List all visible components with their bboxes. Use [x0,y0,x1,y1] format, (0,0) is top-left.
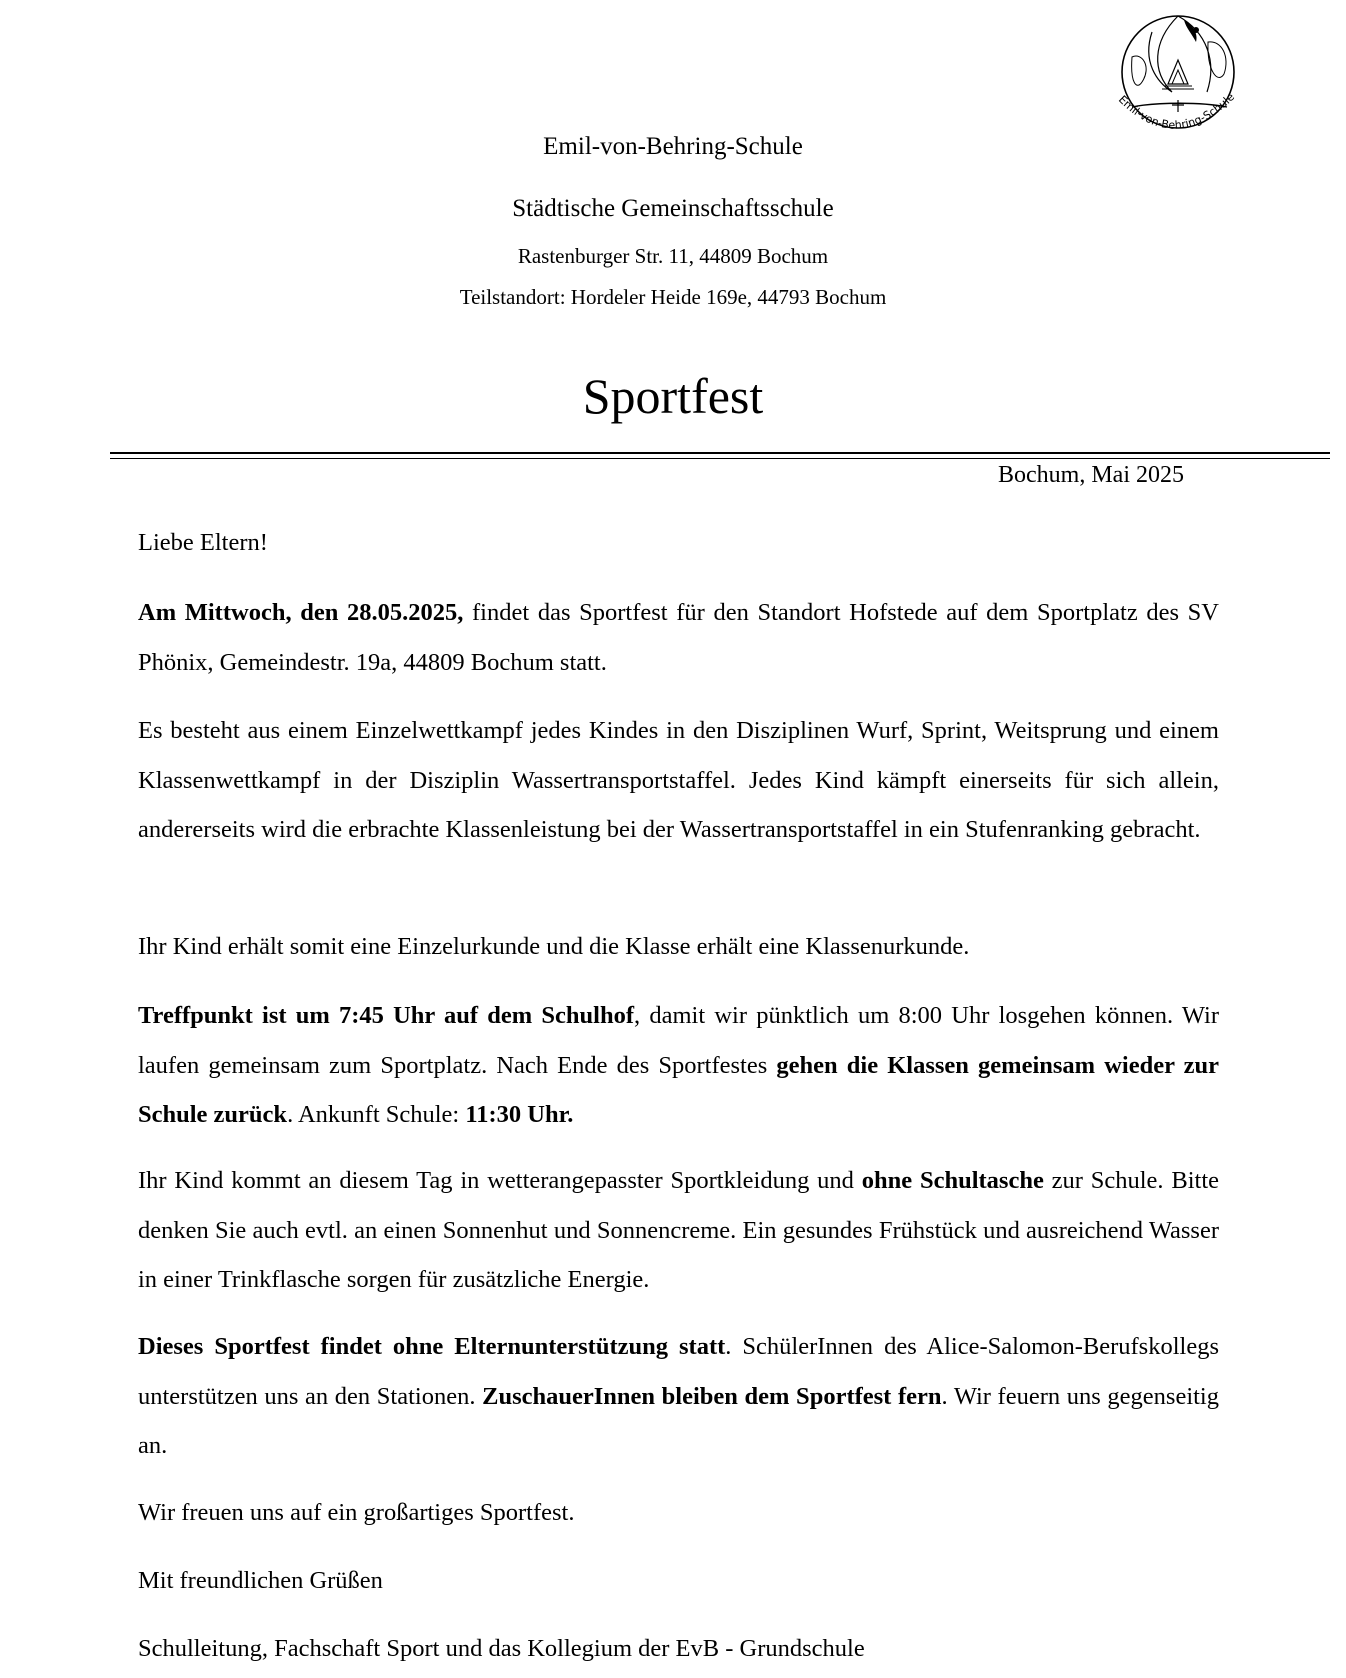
school-type: Städtische Gemeinschaftsschule [512,195,834,222]
paragraph-text: Ihr Kind kommt an diesem Tag in wetterangepasster Sportkleidung und [138,1167,862,1194]
paragraph-text: , damit wir pünktlich um 8:00 Uhr losgehen können. Wir laufen gemeinsam zum Sportplatz. Nach Ende des Sportfestes [138,1002,1219,1079]
no-spectators-note: ZuschauerInnen bleiben dem Sportfest fern [482,1382,942,1410]
paragraph-text: . SchülerInnen des Alice-Salomon-Berufskollegs unterstützen uns an den Stationen. [138,1333,1219,1410]
branch-address: Teilstandort: Hordeler Heide 169e, 44793 Bochum [459,285,887,309]
paragraph-date-location [138,588,1219,687]
arrival-time: 11:30 Uhr. [465,1101,574,1128]
no-schoolbag: ohne Schultasche [861,1167,1044,1194]
paragraph-text: . Ankunft Schule: [287,1101,466,1128]
header-divider-thin [110,458,1330,459]
page-title: Sportfest [582,368,764,424]
paragraph-text: . Wir feuern uns gegenseitig an. [138,1382,1219,1459]
paragraph-looking-forward: Wir freuen uns auf ein großartiges Sportfest. [138,1499,575,1526]
paragraph-text: zur Schule. Bitte denken Sie auch evtl. an einen Sonnenhut und Sonnencreme. Ein gesundes Frühstück und ausreichend Wasser in einer Trinkflasche sorgen für zusätzliche Energie. [138,1167,1220,1293]
school-address: Rastenburger Str. 11, 44809 Bochum [517,244,829,268]
svg-text:Emil-von-Behring-Schule: Emil-von-Behring-Schule [1115,90,1238,132]
paragraph-meeting-point [138,991,1219,1140]
salutation: Liebe Eltern! [138,529,268,556]
event-date: Am Mittwoch, den 28.05.2025, [138,599,464,626]
signature: Schulleitung, Fachschaft Sport und das Kollegium der EvB - Grundschule [138,1635,865,1662]
paragraph-clothing [138,1156,1219,1305]
header-divider [110,452,1330,454]
place-date: Bochum, Mai 2025 [998,462,1184,488]
paragraph-certificates: Ihr Kind erhält somit eine Einzelurkunde und die Klasse erhält eine Klassenurkunde. [138,933,970,960]
paragraph-no-parents [138,1322,1219,1471]
no-parents-note: Dieses Sportfest findet ohne Elternunterstützung statt [138,1333,726,1360]
closing: Mit freundlichen Grüßen [138,1567,383,1594]
meeting-time: Treffpunkt ist um 7:45 Uhr auf dem Schulhof [138,1002,635,1029]
paragraph-disciplines: Es besteht aus einem Einzelwettkampf jedes Kindes in den Disziplinen Wurf, Sprint, Weitsprung und einem Klassenwettkampf in der Disziplin Wassertransportstaffel. Jedes Kind kämpft einerseits für sich allein, andererseits wird die erbrachte Klassenleistung bei der Wassertransportstaffel in ein Stufenranking gebracht. [138,717,1219,843]
paragraph-text: findet das Sportfest für den Standort Hofstede auf dem Sportplatz des SV Phönix, Gemeindestr. 19a, 44809 Bochum statt. [138,599,1219,676]
school-name: Emil-von-Behring-Schule [543,133,803,160]
return-note: gehen die Klassen gemeinsam wieder zur Schule zurück [138,1051,1220,1128]
